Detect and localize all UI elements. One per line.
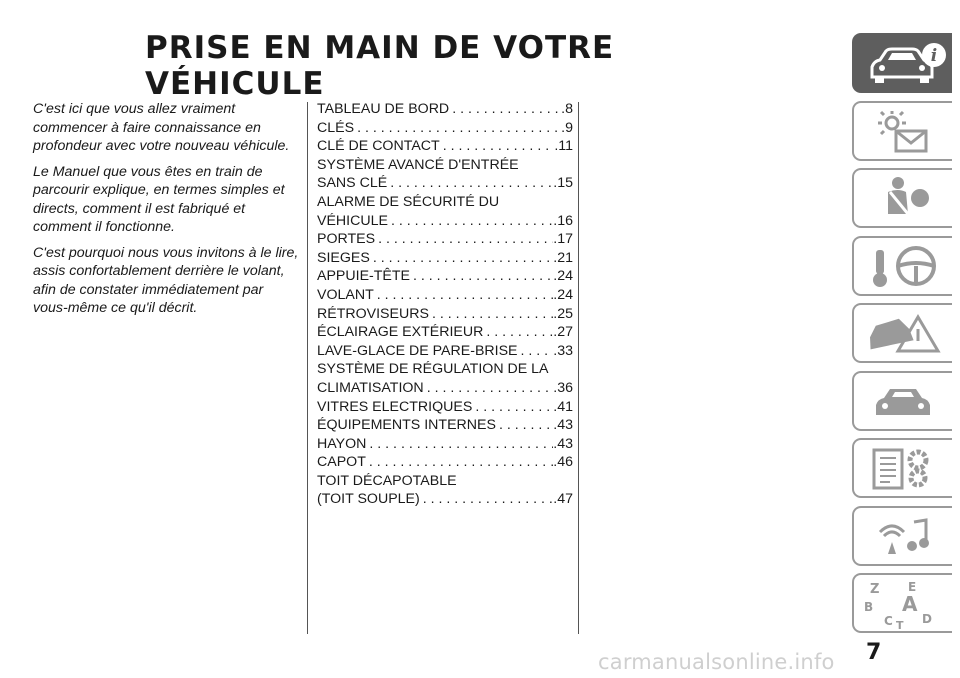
toc-entry-line xyxy=(317,286,573,305)
svg-text:Z: Z xyxy=(870,582,880,597)
tab-multimedia[interactable] xyxy=(852,506,952,566)
toc-entry-label: TABLEAU DE BORD xyxy=(317,101,450,117)
toc-leader-dots xyxy=(354,119,561,138)
toc-leader-dots xyxy=(429,305,553,324)
toc-entry-page: .17 xyxy=(553,231,573,248)
toc-entry-line xyxy=(317,249,573,268)
toc-leader-dots xyxy=(387,174,553,193)
toc-entry-label: SIEGES xyxy=(317,249,370,266)
toc-entry-label: VÉHICULE xyxy=(317,212,388,229)
toc-entry-label: ÉCLAIRAGE EXTÉRIEUR xyxy=(317,324,484,341)
toc-entry[interactable] xyxy=(317,267,573,286)
toc-entry-line xyxy=(317,323,573,342)
toc-leader-dots xyxy=(388,212,553,231)
toc-entry-page: .46 xyxy=(553,454,573,471)
toc-entry-line xyxy=(317,398,573,417)
toc-entry-label: CLÉS xyxy=(317,119,355,136)
toc-entry-label: LAVE-GLACE DE PARE-BRISE xyxy=(317,342,518,359)
toc-entry-page: .11 xyxy=(554,138,573,155)
toc-entry-label: CLÉ DE CONTACT xyxy=(317,138,440,155)
toc-leader-dots xyxy=(375,230,553,249)
toc-leader-dots xyxy=(496,416,553,435)
toc-leader-dots xyxy=(440,137,555,156)
toc-leader-dots xyxy=(374,286,554,305)
car-front-icon xyxy=(862,377,948,427)
tab-getting-to-know-vehicle[interactable] xyxy=(852,33,952,93)
toc-leader-dots xyxy=(424,379,554,398)
toc-entry-page: .24 xyxy=(553,286,573,303)
toc-entry[interactable] xyxy=(317,249,573,268)
toc-entry-label: CAPOT xyxy=(317,454,366,471)
intro-paragraph: C'est ici que vous allez vraiment commencer à faire connaissance en profondeur avec votre nouveau véhicule. xyxy=(33,101,290,154)
column-divider xyxy=(307,102,308,634)
toc-entry-page: .15 xyxy=(553,175,573,192)
tab-starting-driving[interactable] xyxy=(852,236,952,296)
toc-entry-label: VOLANT xyxy=(317,286,374,303)
alphabetical-index-icon xyxy=(862,579,948,629)
toc-entry-label-line: TOIT DÉCAPOTABLE xyxy=(317,472,457,489)
tab-technical-specifications[interactable] xyxy=(852,438,952,498)
toc-leader-dots xyxy=(370,249,553,268)
tab-emergency[interactable] xyxy=(852,303,952,363)
toc-entry-page: .21 xyxy=(553,249,573,266)
toc-entry-line xyxy=(317,267,573,286)
toc-entry-line xyxy=(317,435,573,454)
toc-leader-dots xyxy=(366,453,553,472)
toc-entry[interactable] xyxy=(317,119,573,138)
toc-entry-page: .43 xyxy=(553,417,573,434)
toc-entry-line xyxy=(317,119,573,138)
toc-entry[interactable] xyxy=(317,472,573,509)
toc-entry-line xyxy=(317,379,573,398)
toc-entry-label-line: SYSTÈME AVANCÉ D'ENTRÉE xyxy=(317,156,519,173)
toc-entry-line xyxy=(317,342,573,361)
toc-entry-line xyxy=(317,230,573,249)
toc-entry[interactable] xyxy=(317,100,573,119)
key-steering-wheel-icon xyxy=(862,242,948,292)
toc-entry[interactable] xyxy=(317,137,573,156)
car-info-icon xyxy=(862,39,948,89)
toc-entry-line xyxy=(317,100,573,119)
tab-maintenance[interactable] xyxy=(852,371,952,431)
intro-paragraph: C'est pourquoi nous vous invitons à le lire, assis confortablement derrière le volant, afin de constater immédiatement par vous-même ce qu'il décrit. xyxy=(33,244,299,316)
toc-entry-label: (TOIT SOUPLE) xyxy=(317,491,420,508)
toc-entry-line xyxy=(317,453,573,472)
toc-entry[interactable] xyxy=(317,398,573,417)
svg-text:C: C xyxy=(884,614,893,628)
toc-entry-line xyxy=(317,490,573,509)
toc-entry[interactable] xyxy=(317,342,573,361)
toc-entry-label: HAYON xyxy=(317,435,367,452)
toc-entry[interactable] xyxy=(317,193,573,230)
toc-entry[interactable] xyxy=(317,323,573,342)
toc-entry-page: .8 xyxy=(561,101,573,117)
toc-entry-label-line: ALARME DE SÉCURITÉ DU xyxy=(317,193,500,210)
toc-entry-label: APPUIE-TÊTE xyxy=(317,268,411,285)
car-crash-warning-icon xyxy=(862,309,948,359)
toc-entry-page: .36 xyxy=(553,379,573,396)
multimedia-icon xyxy=(862,512,948,562)
chapter-tabs xyxy=(852,33,958,641)
column-divider xyxy=(578,102,579,634)
toc-entry[interactable] xyxy=(317,416,573,435)
toc-leader-dots xyxy=(410,267,553,286)
specs-gears-icon xyxy=(862,444,948,494)
intro-paragraph: Le Manuel que vous êtes en train de parcourir explique, en termes simples et directs, comment il est fabriqué et comment il fonctionne. xyxy=(33,163,285,235)
toc-leader-dots xyxy=(366,435,553,454)
watermark: carmanualsonline.info xyxy=(598,650,835,674)
warning-lights-mail-icon xyxy=(862,107,948,157)
svg-text:T: T xyxy=(896,619,904,629)
toc-entry-line xyxy=(317,416,573,435)
toc-entry-label: CLIMATISATION xyxy=(317,379,424,396)
toc-entry-page: .24 xyxy=(553,268,573,285)
toc-entry-label: PORTES xyxy=(317,231,376,248)
svg-text:i: i xyxy=(930,46,938,66)
toc-entry-label-line: SYSTÈME DE RÉGULATION DE LA xyxy=(317,361,549,378)
toc-entry-page: .9 xyxy=(561,119,573,136)
toc-entry-page: .16 xyxy=(553,212,573,229)
tab-safety[interactable] xyxy=(852,168,952,228)
toc-entry-line xyxy=(317,305,573,324)
toc-entry-page: .27 xyxy=(553,324,573,341)
toc-entry[interactable] xyxy=(317,360,573,397)
toc-leader-dots xyxy=(420,490,554,509)
tab-index[interactable] xyxy=(852,573,952,633)
seatbelt-airbag-icon xyxy=(862,174,948,224)
toc-entry[interactable] xyxy=(317,156,573,193)
toc-entry[interactable] xyxy=(317,453,573,472)
svg-text:E: E xyxy=(908,580,917,594)
svg-text:A: A xyxy=(902,592,918,616)
toc-leader-dots xyxy=(472,398,553,417)
toc-leader-dots xyxy=(518,342,554,361)
intro-text xyxy=(33,100,301,325)
toc-entry[interactable] xyxy=(317,435,573,454)
toc-leader-dots xyxy=(449,100,561,119)
toc-entry[interactable] xyxy=(317,286,573,305)
toc-entry-label: RÉTROVISEURS xyxy=(317,305,429,322)
toc-leader-dots xyxy=(483,323,553,342)
toc-entry-page: .43 xyxy=(553,435,573,452)
toc-entry-line xyxy=(317,174,573,193)
svg-text:B: B xyxy=(864,600,874,614)
toc-entry-label: ÉQUIPEMENTS INTERNES xyxy=(317,417,496,434)
toc-entry-line xyxy=(317,212,573,231)
toc-entry-page: .25 xyxy=(553,305,573,322)
toc-entry[interactable] xyxy=(317,230,573,249)
page-title: PRISE EN MAIN DE VOTRE VÉHICULE xyxy=(145,30,615,102)
table-of-contents xyxy=(317,100,573,509)
page-number: 7 xyxy=(866,640,882,665)
svg-text:D: D xyxy=(922,612,932,626)
toc-entry-label: SANS CLÉ xyxy=(317,175,388,192)
toc-entry-line xyxy=(317,137,573,156)
toc-entry-page: .47 xyxy=(553,491,573,508)
toc-entry[interactable] xyxy=(317,305,573,324)
toc-entry-page: .33 xyxy=(553,342,573,359)
toc-entry-page: .41 xyxy=(553,398,573,415)
toc-entry-label: VITRES ELECTRIQUES xyxy=(317,398,473,415)
tab-instrument-panel[interactable] xyxy=(852,101,952,161)
